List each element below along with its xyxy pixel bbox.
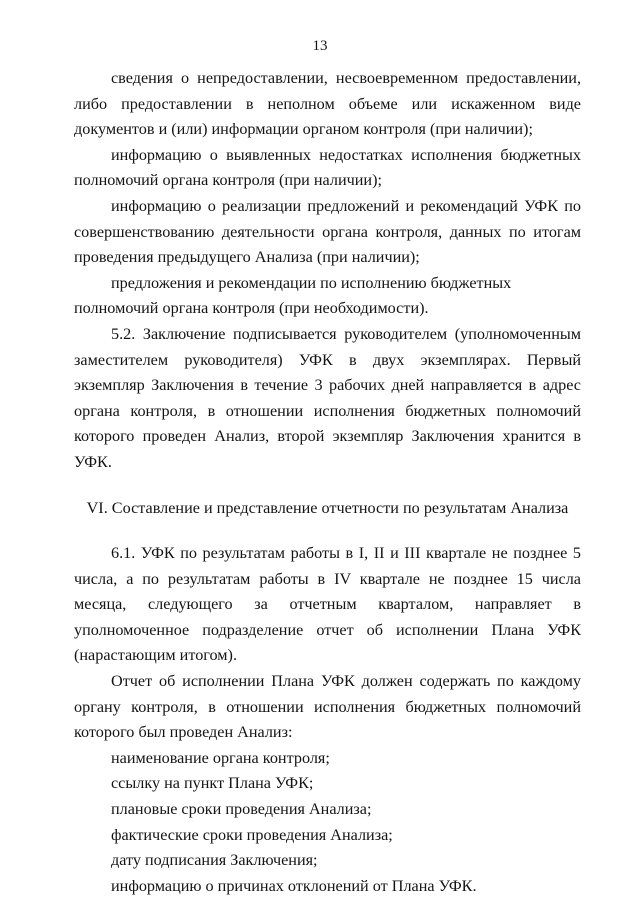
document-body [74,66,581,899]
list-item: наименование органа контроля; [111,748,330,767]
list-item: плановые сроки проведения Анализа; [111,800,372,819]
section-heading: VI. Составление и представление отчетности по результатам Анализа [86,498,569,517]
paragraph-6-1: 6.1. УФК по результатам работы в I, II и III квартале не позднее 5 числа, а по результатам работы в IV квартале не позднее 15 числа месяца, следующего за отчетным кварталом, направляет в уполномоченное подразделение отчет об исполнении Плана УФК (нарастающим итогом). [74,544,581,665]
list-item: информацию о причинах отклонений от Плана УФК. [111,876,477,895]
list-item: ссылку на пункт Плана УФК; [111,774,314,793]
paragraph-5-2: 5.2. Заключение подписывается руководителем (уполномоченным заместителем руководителя) УФК в двух экземплярах. Первый экземпляр Заключения в течение 3 рабочих дней направляется в адрес органа контроля, в отношении исполнения бюджетных полномочий которого проведен Анализ, второй экземпляр Заключения хранится в УФК. [74,324,581,471]
paragraph-info-failures: сведения о непредоставлении, несвоевременном предоставлении, либо предоставлении в неполном объеме или искаженном виде документов и (или) информации органом контроля (при наличии); [74,69,581,139]
page-number: 13 [312,38,328,54]
list-item: дату подписания Заключения; [111,851,318,870]
paragraph-info-shortcomings: информацию о выявленных недостатках исполнения бюджетных полномочий органа контроля (при наличии); [74,145,581,190]
paragraph-recommendations: предложения и рекомендации по исполнению бюджетных полномочий органа контроля (при необходимости). [74,273,512,318]
list-item: фактические сроки проведения Анализа; [111,825,393,844]
paragraph-info-proposals: информацию о реализации предложений и рекомендаций УФК по совершенствованию деятельности органа контроля, данных по итогам проведения предыдущего Анализа (при наличии); [74,196,581,267]
paragraph-report-contents: Отчет об исполнении Плана УФК должен содержать по каждому органу контроля, в отношении исполнения бюджетных полномочий которого был проведен Анализ: [74,672,581,742]
